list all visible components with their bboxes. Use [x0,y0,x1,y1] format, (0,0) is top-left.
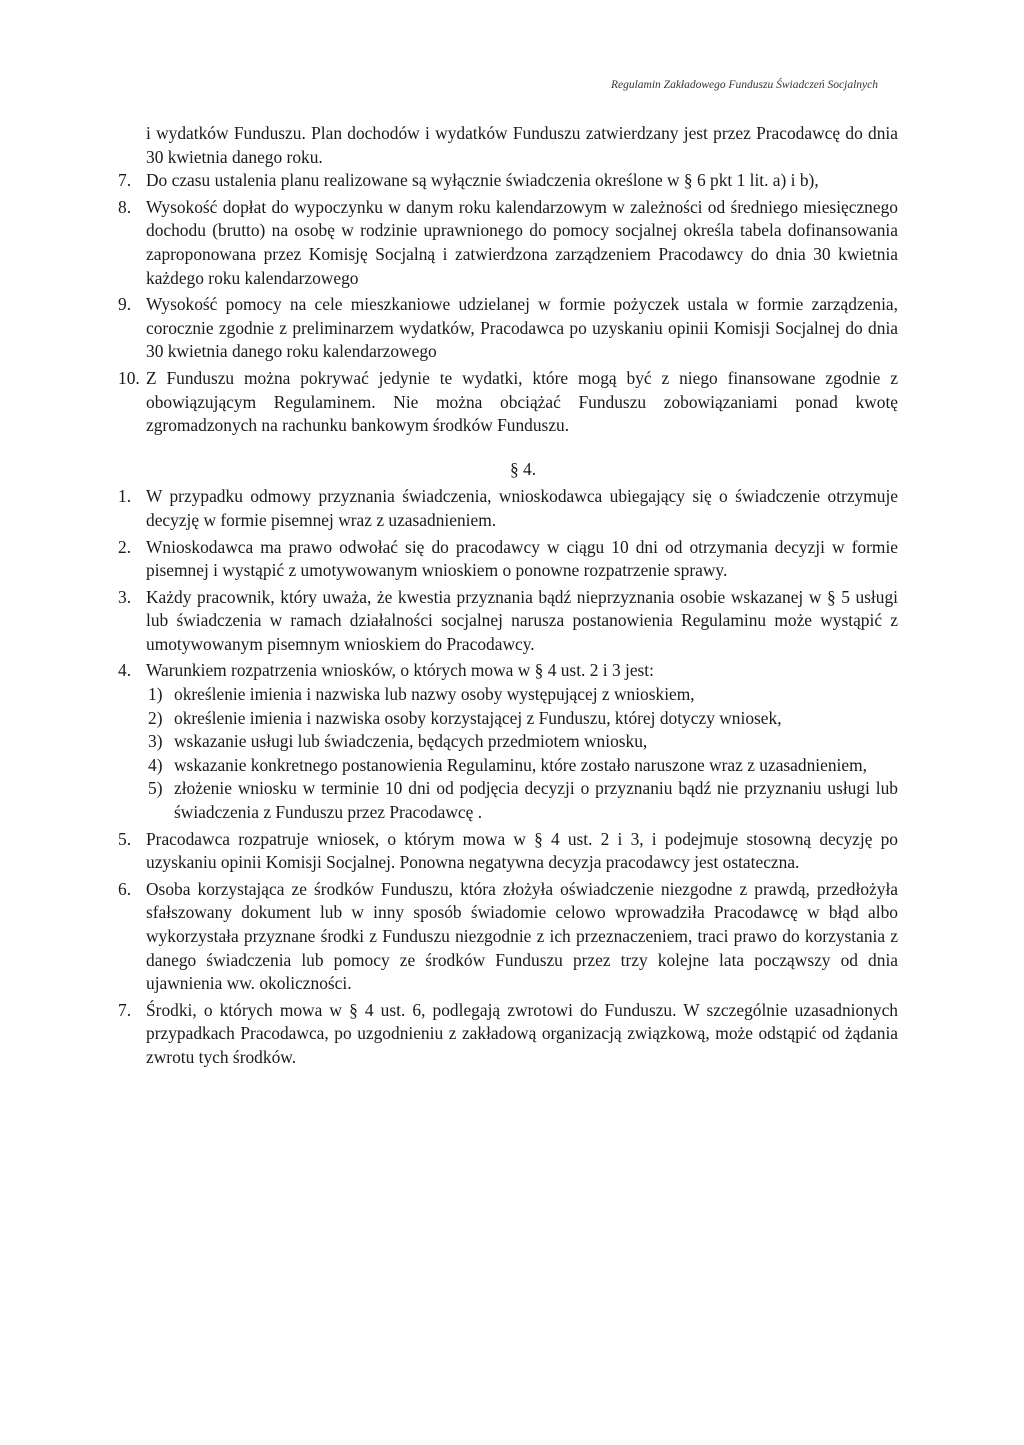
list-item [118,586,898,657]
subitem-text: złożenie wniosku w terminie 10 dni od podjęcia decyzji o przyznaniu bądź nie przyznaniu usługi lub świadczenia z Funduszu przez Pracodawcę . [174,778,898,823]
list-item [118,196,898,290]
list-item [118,659,898,683]
item-text: Warunkiem rozpatrzenia wniosków, o których mowa w § 4 ust. 2 i 3 jest: [146,660,654,681]
list-item [118,878,898,996]
document-body [118,122,898,1070]
list-item [118,293,898,364]
subitem-text: wskazanie usługi lub świadczenia, będących przedmiotem wniosku, [174,731,648,752]
list-item [118,536,898,583]
sub-list-item [118,707,898,731]
subitem-text: określenie imienia i nazwiska osoby korzystającej z Funduszu, której dotyczy wniosek, [174,707,782,728]
list-item [118,828,898,875]
item-text: Z Funduszu można pokrywać jedynie te wydatki, które mogą być z niego finansowane zgodnie z obowiązującym Regulaminem. Nie można obciążać Funduszu zobowiązaniami ponad kwotę zgromadzonych na rachunku bankowym środków Funduszu. [146,367,898,436]
item-text: Pracodawca rozpatruje wniosek, o którym mowa w § 4 ust. 2 i 3, i podejmuje stosowną decyzję po uzyskaniu opinii Komisji Socjalnej. Ponowna negatywna decyzja pracodawcy jest ostateczna. [146,828,898,873]
subitem-number: 5) [148,778,163,799]
item-number: 6. [118,878,132,899]
item-text: Wysokość pomocy na cele mieszkaniowe udzielanej w formie pożyczek ustala w formie zarządzenia, corocznie zgodnie z preliminarzem wydatków, Pracodawca po uzyskaniu opinii Komisji Socjalnej do dnia 30 kwietnia danego roku kalendarzowego [146,294,898,362]
item-number: 7. [118,999,132,1020]
item-number: 9. [118,294,132,315]
subitem-number: 3) [148,731,163,752]
subitem-number: 2) [148,707,163,728]
item-number: 8. [118,196,132,217]
sub-list-item [118,730,898,754]
sub-list-item [118,777,898,824]
item-text: Każdy pracownik, który uważa, że kwestia przyznania bądź nieprzyznania osobie wskazanej w § 5 usługi lub świadczenia w ramach działalności socjalnej narusza postanowienia Regulaminu może wystąpić z umotywowanym pisemnym wnioskiem do Pracodawcy. [146,586,898,654]
continued-paragraph: i wydatków Funduszu. Plan dochodów i wydatków Funduszu zatwierdzany jest przez Pracodawcę do dnia 30 kwietnia danego roku. [146,123,898,167]
item-text: Środki, o których mowa w § 4 ust. 6, podlegają zwrotowi do Funduszu. W szczególnie uzasadnionych przypadkach Pracodawca, po uzgodnieniu z zakładową organizacją związkową, może odstąpić od żądania zwrotu tych środków. [146,999,898,1067]
item-number: 3. [118,586,132,607]
item-text: W przypadku odmowy przyznania świadczenia, wnioskodawca ubiegający się o świadczenie otrzymuje decyzję w formie pisemnej wraz z uzasadnieniem. [146,486,898,530]
subitem-number: 4) [148,754,163,775]
subitem-text: określenie imienia i nazwiska lub nazwy osoby występującej z wnioskiem, [174,684,695,705]
item-text: Wysokość dopłat do wypoczynku w danym roku kalendarzowym w zależności od średniego miesięcznego dochodu (brutto) na osobę w rodzinie uprawnionego do pomocy socjalnej określa tabela dofinansowania zaproponowana przez Komisję Socjalną i zatwierdzona zarządzeniem Pracodawcy do dnia 30 kwietnia każdego roku kalendarzowego [146,196,898,288]
item-number: 5. [118,828,132,849]
list-item [118,485,898,532]
subitem-text: wskazanie konkretnego postanowienia Regulaminu, które zostało naruszone wraz z uzasadnieniem, [174,754,867,775]
section-heading: § 4. [509,458,537,479]
sub-list-item [118,683,898,707]
list-item [118,367,898,438]
item-text: Wnioskodawca ma prawo odwołać się do pracodawcy w ciągu 10 dni od otrzymania decyzji w formie pisemnej i wystąpić z umotywowanym wnioskiem o ponowne rozpatrzenie sprawy. [146,536,898,581]
item-number: 4. [118,660,132,681]
item-number: 7. [118,170,132,191]
running-header: Regulamin Zakładowego Funduszu Świadczeń Socjalnych [610,79,878,91]
list-item [118,999,898,1070]
item-number: 2. [118,536,132,557]
item-text: Do czasu ustalenia planu realizowane są wyłącznie świadczenia określone w § 6 pkt 1 lit. a) i b), [146,170,819,191]
sub-list-item [118,754,898,778]
item-text: Osoba korzystająca ze środków Funduszu, która złożyła oświadczenie niezgodne z prawdą, przedłożyła sfałszowany dokument lub w inny sposób świadomie celowo wprowadziła Pracodawcę w błąd albo wykorzystała przyznane środki z Funduszu niezgodnie z ich przeznaczeniem, traci prawo do korzystania z danego świadczenia lub pomocy ze środków Funduszu przez trzy kolejne lata począwszy od dnia ujawnienia ww. okoliczności. [146,878,898,994]
item-number: 10. [118,367,140,388]
list-item [118,169,898,193]
item-number: 1. [118,486,132,507]
subitem-number: 1) [148,684,163,705]
